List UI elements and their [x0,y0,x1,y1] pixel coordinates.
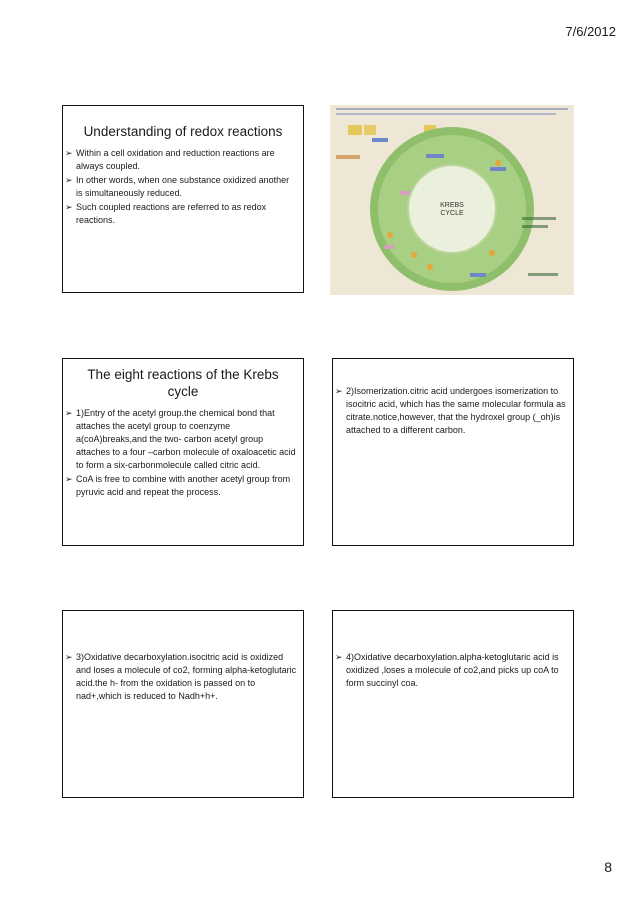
bullet-item: ➢ Within a cell oxidation and reduction reactions are always coupled. [65,147,297,173]
bullet-list [333,651,573,690]
slide-title: The eight reactions of the Krebs cycle [87,367,279,399]
slide-title: Understanding of redox reactions [83,124,283,139]
bullet-item: ➢ Such coupled reactions are referred to as redox reactions. [65,201,297,227]
bullet-list [63,147,303,227]
bullet-list [63,651,303,703]
krebs-cycle-image [330,105,574,295]
krebs-center-label: CYCLE [440,210,464,217]
bullet-item: ➢ In other words, when one substance oxidized another is simultaneously reduced. [65,174,297,200]
header-date: 7/6/2012 [565,24,616,39]
bullet-item: ➢ CoA is free to combine with another acetyl group from pyruvic acid and repeat the process. [65,473,297,499]
bullet-list [63,407,303,499]
slide-oxidative-decarboxylation-1 [62,610,304,798]
slide-redox [62,105,304,293]
slide-oxidative-decarboxylation-2 [332,610,574,798]
bullet-item: ➢ 4)Oxidative decarboxylation.alpha-ketoglutaric acid is oxidized ,loses a molecule of co2,and picks up coA to form succinyl coa. [335,651,567,690]
slide-isomerization [332,358,574,546]
bullet-list [333,385,573,437]
bullet-item: ➢ 2)Isomerization.citric acid undergoes isomerization to isocitric acid, which has the same molecular formula as citrate.notice,however, that the hydroxel group (_oh)is attached to a different carbon. [335,385,567,437]
page-number: 8 [604,859,612,875]
krebs-center-label: KREBS [440,202,464,209]
slide-eight-reactions [62,358,304,546]
bullet-item: ➢ 3)Oxidative decarboxylation.isocitric acid is oxidized and loses a molecule of co2, forming alpha-ketoglutaric acid.the h- from the oxidation is passed on to nad+,which is reduced to Nadh+h+. [65,651,297,703]
bullet-item: ➢ 1)Entry of the acetyl group.the chemical bond that attaches the acetyl group to coenzyme a(coA)breaks,and the two- carbon acetyl group attaches to a four –carbon molecule of oxaloacetic acid to form a six-carbonmolecule called citric acid. [65,407,297,472]
